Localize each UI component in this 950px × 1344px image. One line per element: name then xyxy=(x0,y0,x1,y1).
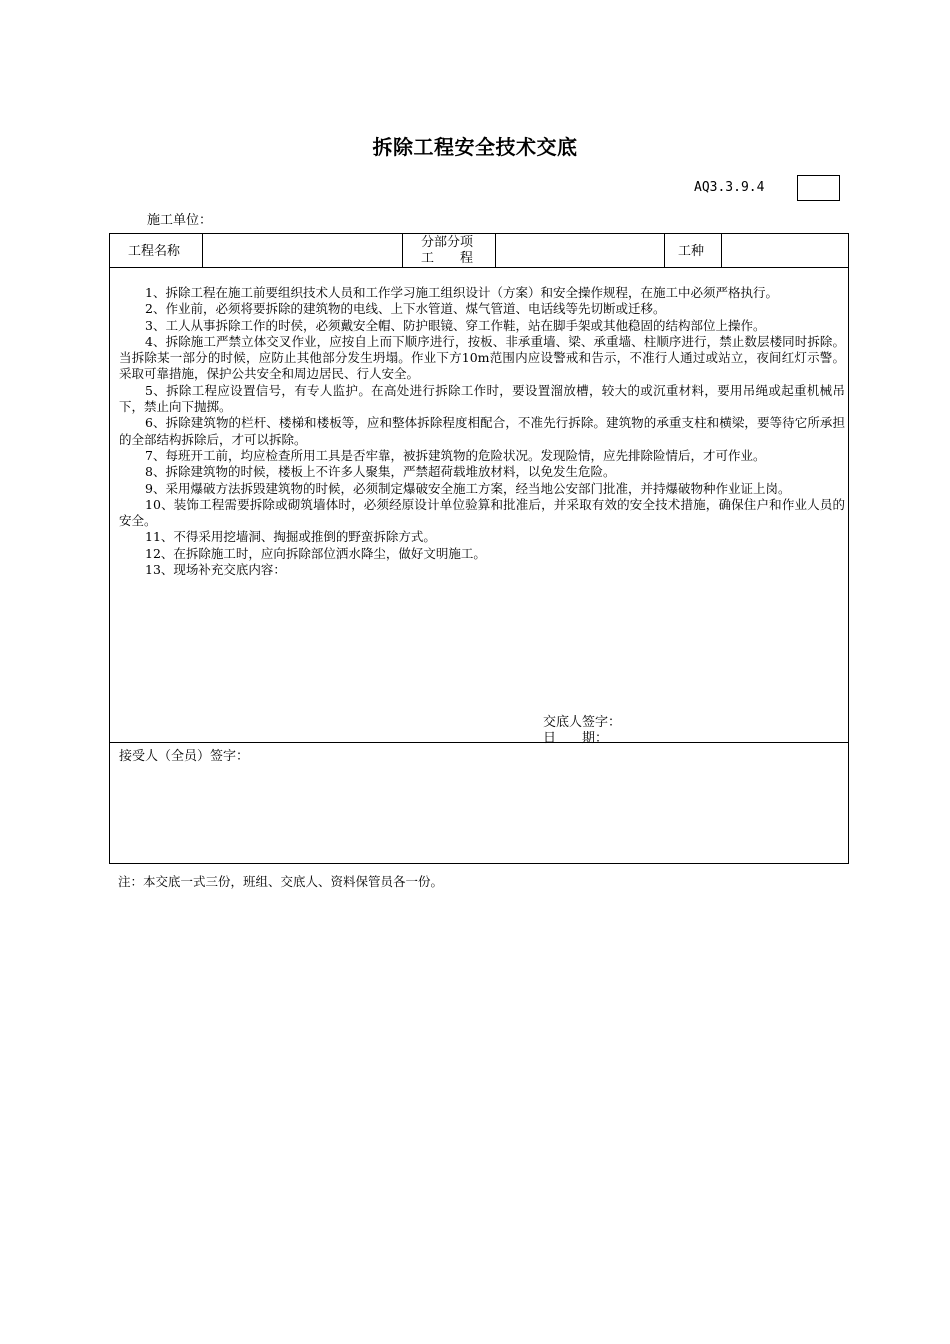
sub-project-label-line2: 工 程 xyxy=(421,251,474,266)
disclosure-item: 7、每班开工前，均应检查所用工具是否牢靠，被拆建筑物的危险状况。发现险情，应先排除险情后，才可作业。 xyxy=(145,447,766,463)
receiver-row-divider xyxy=(110,742,848,743)
sub-project-label-line1: 分部分项 xyxy=(421,235,474,250)
disclosure-item: 10、装饰工程需要拆除或砌筑墙体时，必须经原设计单位验算和批准后，并采取有效的安全技术措施，确保住户和作业人员的安全。 xyxy=(119,496,845,529)
disclosure-item: 5、拆除工程应设置信号，有专人监护。在高处进行拆除工作时，要设置溜放槽，较大的或沉重材料，要用吊绳或起重机械吊下，禁止向下抛掷。 xyxy=(119,382,845,415)
header-column-divider xyxy=(495,234,496,267)
construction-unit-label: 施工单位： xyxy=(147,213,213,228)
disclosure-content xyxy=(119,285,845,578)
code-input-box[interactable] xyxy=(797,175,840,201)
disclosure-item: 8、拆除建筑物的时候，楼板上不许多人聚集，严禁超荷载堆放材料，以免发生危险。 xyxy=(145,464,616,480)
receiver-signature-label: 接受人（全员）签字： xyxy=(119,749,250,764)
sub-project-field[interactable] xyxy=(497,235,662,266)
disclosure-item: 2、作业前，必须将要拆除的建筑物的电线、上下水管道、煤气管道、电话线等先切断或迁移。 xyxy=(145,301,666,317)
header-column-divider xyxy=(402,234,403,267)
footer-note: 注：本交底一式三份，班组、交底人、资料保管员各一份。 xyxy=(118,874,444,889)
disclosure-form xyxy=(109,233,849,864)
disclosure-item: 4、拆除施工严禁立体交叉作业，应按自上而下顺序进行，按板、非承重墙、梁、承重墙、柱顺序进行，禁止数层楼同时拆除。当拆除某一部分的时候，应防止其他部分发生坍塌。作业下方10m范围内应设警戒和告示，不准行人通过或站立，夜间红灯示警。采取可靠措施，保护公共安全和周边居民、行人安全。 xyxy=(119,333,845,382)
document-title: 拆除工程安全技术交底 xyxy=(372,135,578,159)
disclosure-item: 1、拆除工程在施工前要组织技术人员和工作学习施工组织设计（方案）和安全操作规程，在施工中必须严格执行。 xyxy=(145,285,778,300)
disclosure-item: 9、采用爆破方法拆毁建筑物的时候，必须制定爆破安全施工方案，经当地公安部门批准，并持爆破物种作业证上岗。 xyxy=(145,480,791,496)
project-name-field[interactable] xyxy=(204,235,400,266)
header-column-divider xyxy=(664,234,665,267)
header-row-divider xyxy=(110,267,848,268)
date-label: 日 期： xyxy=(543,731,609,746)
receiver-signature-area[interactable] xyxy=(111,764,847,862)
disclosure-item: 13、现场补充交底内容： xyxy=(145,562,286,578)
disclosure-item: 11、不得采用挖墙洞、掏掘或推倒的野蛮拆除方式。 xyxy=(145,529,436,545)
document-code: AQ3.3.9.4 xyxy=(694,180,765,195)
presenter-signature-label: 交底人签字： xyxy=(543,715,622,730)
trade-field[interactable] xyxy=(723,235,847,266)
header-column-divider xyxy=(202,234,203,267)
project-name-label: 工程名称 xyxy=(128,244,181,259)
trade-label: 工种 xyxy=(678,244,705,259)
header-column-divider xyxy=(721,234,722,267)
disclosure-item: 6、拆除建筑物的栏杆、楼梯和楼板等，应和整体拆除程度相配合，不准先行拆除。建筑物的承重支柱和横梁，要等待它所承担的全部结构拆除后，才可以拆除。 xyxy=(119,415,845,447)
disclosure-item: 12、在拆除施工时，应向拆除部位洒水降尘，做好文明施工。 xyxy=(145,545,486,561)
disclosure-item: 3、工人从事拆除工作的时侯，必须戴安全帽、防护眼镜、穿工作鞋，站在脚手架或其他稳固的结构部位上操作。 xyxy=(145,317,766,333)
